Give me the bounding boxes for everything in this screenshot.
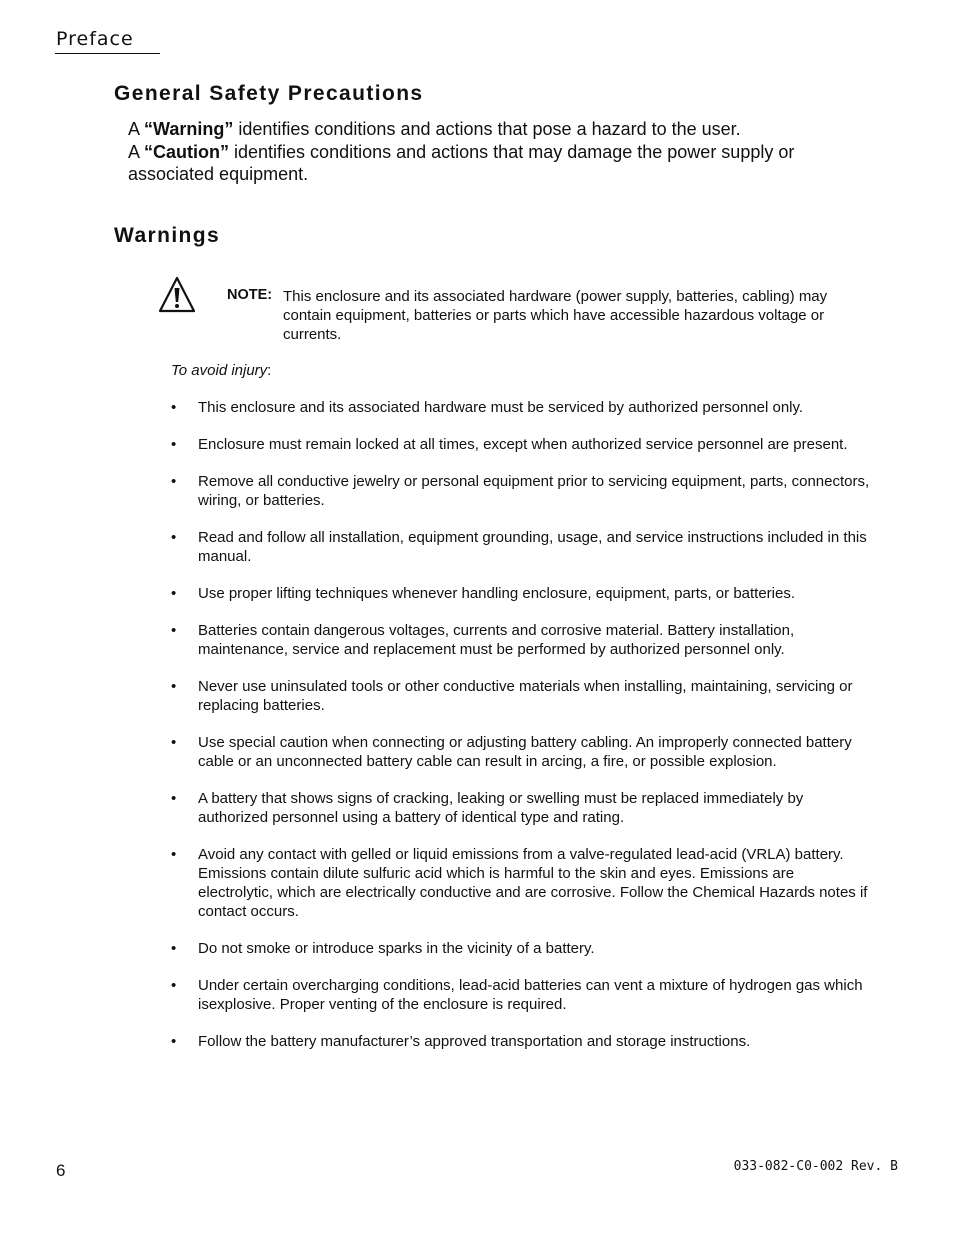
avoid-injury-colon: : [267,362,272,379]
section-header-underline [55,53,160,54]
warnings-list [171,398,871,1069]
warning-triangle-icon [157,275,197,315]
warning-item [171,677,871,715]
bullet-icon: • [171,940,177,957]
warning-item [171,845,871,921]
warning-item-text: Enclosure must remain locked at all times, except when authorized service personnel are present. [198,436,848,453]
caution-definition [128,141,848,185]
general-safety-heading: General Safety Precautions [114,82,424,105]
warning-item [171,398,871,417]
warning-item [171,528,871,566]
caution-definition-prefix: A [128,142,145,162]
warning-item [171,939,871,958]
warning-item-text: Remove all conductive jewelry or personal equipment prior to servicing equipment, parts, connectors, wiring, or batteries. [198,473,870,509]
warning-term: “Warning” [144,119,234,139]
warning-item-text: Follow the battery manufacturer’s approved transportation and storage instructions. [198,1033,751,1050]
warning-item [171,976,871,1014]
bullet-icon: • [171,399,177,416]
warning-item [171,584,871,603]
warning-item [171,472,871,510]
bullet-icon: • [171,977,177,994]
bullet-icon: • [171,585,177,602]
warning-item [171,621,871,659]
warning-item-text: Use proper lifting techniques whenever handling enclosure, equipment, parts, or batteries. [198,585,796,602]
caution-term: “Caution” [144,142,230,162]
caution-definition-text: identifies conditions and actions that may damage the power supply or associated equipment. [128,142,795,184]
warning-item-text: A battery that shows signs of cracking, leaking or swelling must be replaced immediately by authorized personnel using a battery of identical type and rating. [198,790,804,826]
warning-item-text: Under certain overcharging conditions, lead-acid batteries can vent a mixture of hydrogen gas which isexplosive. Proper venting of the enclosure is required. [198,977,863,1013]
bullet-icon: • [171,436,177,453]
bullet-icon: • [171,678,177,695]
bullet-icon: • [171,473,177,490]
warning-item [171,733,871,771]
note-label: NOTE: [227,287,273,303]
bullet-icon: • [171,1033,177,1050]
warning-item-text: Do not smoke or introduce sparks in the vicinity of a battery. [198,940,595,957]
bullet-icon: • [171,846,177,863]
avoid-injury-label [171,362,271,379]
warning-item-text: Avoid any contact with gelled or liquid emissions from a valve-regulated lead-acid (VRLA) battery. Emissions contain dilute sulfuric acid which is harmful to the skin and eyes. Emissions are electrolytic, which are electrically conductive and are corrosive. Follow the Chemical Hazards notes if contact occurs. [198,846,868,920]
warning-item [171,435,871,454]
avoid-injury-text: To avoid injury [171,362,268,379]
warnings-heading: Warnings [114,224,221,247]
bullet-icon: • [171,622,177,639]
warning-item [171,789,871,827]
warning-definition [128,118,848,140]
section-header: Preface [56,28,134,50]
note-text: This enclosure and its associated hardware (power supply, batteries, cabling) may contain equipment, batteries or parts which have accessible hazardous voltage or currents. [283,288,828,343]
warning-definition-text: identifies conditions and actions that pose a hazard to the user. [233,119,741,139]
document-revision: 033-082-C0-002 Rev. B [733,1159,898,1174]
warning-definition-prefix: A [128,119,145,139]
warning-item-text: Read and follow all installation, equipment grounding, usage, and service instructions included in this manual. [198,529,867,565]
warning-item-text: Batteries contain dangerous voltages, currents and corrosive material. Battery installation, maintenance, service and replacement must be performed by authorized personnel only. [198,622,795,658]
page-number: 6 [56,1161,66,1180]
bullet-icon: • [171,734,177,751]
warning-item-text: This enclosure and its associated hardware must be serviced by authorized personnel only. [198,399,804,416]
bullet-icon: • [171,529,177,546]
warning-item-text: Never use uninsulated tools or other conductive materials when installing, maintaining, servicing or replacing batteries. [198,678,853,714]
bullet-icon: • [171,790,177,807]
warning-item [171,1032,871,1051]
warning-item-text: Use special caution when connecting or adjusting battery cabling. An improperly connected battery cable or an unconnected battery cable can result in arcing, a fire, or possible explosion. [198,734,852,770]
